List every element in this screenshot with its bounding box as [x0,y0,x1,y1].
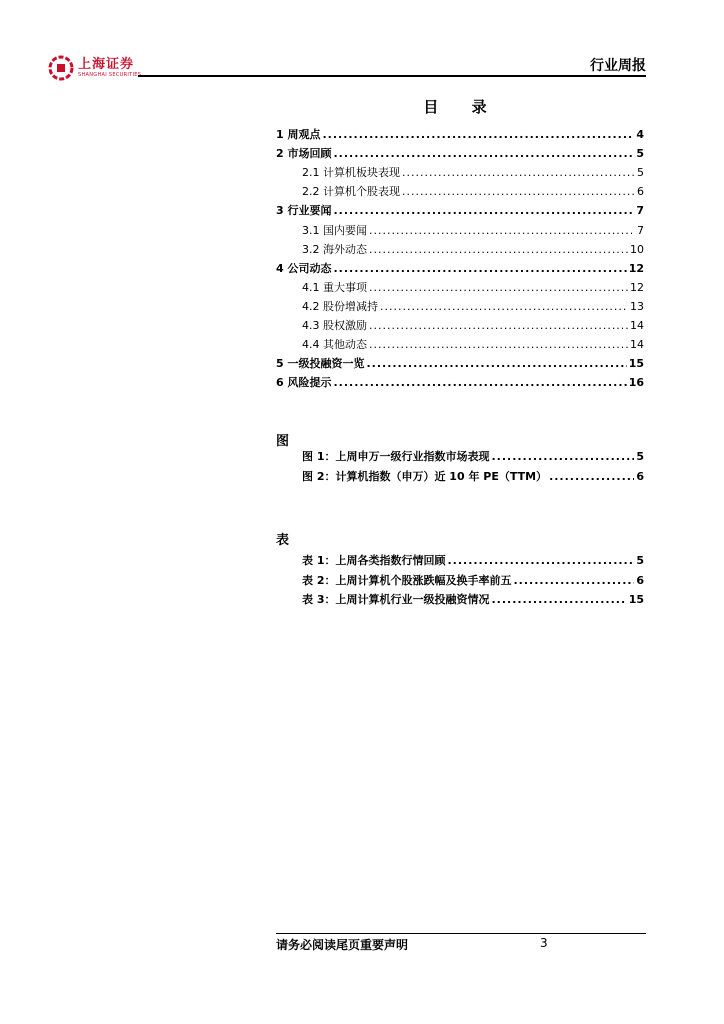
toc-entry-label: 2 市场回顾 [276,147,332,161]
dot-leader [322,126,634,143]
company-logo [48,54,141,82]
toc-entry-page: 7 [636,204,644,218]
toc-entry-page: 5 [637,166,644,180]
table-entry-page: 6 [636,573,644,587]
dot-leader [402,164,635,181]
toc-entry-page: 16 [628,376,644,390]
toc-entry-page: 6 [637,185,644,199]
dot-leader [333,374,626,391]
figure-entry-label: 图 2：计算机指数（申万）近 10 年 PE（TTM） [302,469,548,483]
toc-entry-page: 15 [628,357,644,371]
toc-entry-page: 14 [630,319,644,332]
toc-entry-page: 12 [628,261,644,275]
toc-entry-label: 4.2 股份增减持 [302,299,378,313]
logo-english-name: SHANGHAI SECURITIES [78,72,142,78]
dot-leader [447,552,634,569]
dot-leader [491,448,634,465]
toc-entry-label: 4.3 股权激励 [302,319,367,332]
dot-leader [549,468,634,485]
dot-leader [333,202,634,219]
toc-entry-label: 1 周观点 [276,128,321,141]
dot-leader [491,591,626,608]
logo-chinese-name: 上海证券 [78,57,135,72]
toc-entry-label: 3.2 海外动态 [302,242,367,256]
toc-entry-label: 3.1 国内要闻 [302,223,367,237]
toc-entry-page: 4 [636,128,644,141]
toc-entry[interactable] [276,355,644,372]
tables-section-title: 表 [276,533,290,548]
toc-entry[interactable] [276,374,644,391]
table-entry-label: 表 3：上周计算机行业一级投融资情况 [302,593,490,606]
toc-entry-label: 5 一级投融资一览 [276,357,365,371]
dot-leader [366,355,626,372]
figure-entry-page: 6 [636,469,644,483]
table-entry[interactable] [302,572,644,589]
toc-entry-label: 4.4 其他动态 [302,338,367,352]
table-entry-label: 表 1：上周各类指数行情回顾 [302,554,446,567]
toc-entry-label: 6 风险提示 [276,376,332,390]
table-entry-page: 15 [628,593,644,606]
table-entry-page: 5 [636,554,644,567]
footer-disclaimer: 请务必阅读尾页重要声明 [276,938,409,952]
toc-entry-label: 2.1 计算机板块表现 [302,166,400,180]
toc-entry[interactable] [302,222,644,239]
figure-entry[interactable] [302,468,644,485]
toc-entry[interactable] [302,298,644,315]
toc-entry-page: 10 [630,242,644,256]
toc-entry[interactable] [302,279,644,296]
dot-leader [369,222,635,239]
toc-entry-label: 2.2 计算机个股表现 [302,185,400,199]
toc-entry-page: 13 [630,299,644,313]
figure-entry-label: 图 1：上周申万一级行业指数市场表现 [302,450,490,463]
toc-entry-label: 4 公司动态 [276,261,332,275]
page-number: 3 [540,936,548,950]
toc-entry[interactable] [276,202,644,219]
dot-leader [402,183,635,200]
toc-entry-label: 4.1 重大事项 [302,280,367,294]
toc-entry-page: 5 [636,147,644,161]
logo-mark-icon [48,55,74,81]
toc-entry-page: 7 [637,223,644,237]
dot-leader [369,317,628,334]
dot-leader [380,298,628,315]
toc-title: 目 录 [423,98,501,116]
header-divider [138,75,646,77]
table-entry-label: 表 2：上周计算机个股涨跌幅及换手率前五 [302,573,512,587]
toc-entry-label: 3 行业要闻 [276,204,332,218]
dot-leader [369,336,628,353]
report-type-label: 行业周报 [590,58,646,74]
dot-leader [369,279,628,296]
table-entry[interactable] [302,552,644,569]
toc-entry[interactable] [302,317,644,334]
toc-entry[interactable] [302,241,644,258]
toc-entry[interactable] [302,336,644,353]
figure-entry-page: 5 [636,450,644,463]
toc-entry-page: 14 [630,338,644,352]
toc-entry[interactable] [276,145,644,162]
toc-entry[interactable] [302,164,644,181]
figure-entry[interactable] [302,448,644,465]
dot-leader [333,260,626,277]
dot-leader [513,572,634,589]
footer-divider [276,933,646,934]
dot-leader [333,145,634,162]
toc-entry[interactable] [302,183,644,200]
toc-entry[interactable] [276,126,644,143]
toc-entry[interactable] [276,260,644,277]
dot-leader [369,241,628,258]
figures-section-title: 图 [276,434,290,449]
table-entry[interactable] [302,591,644,608]
toc-entry-page: 12 [630,280,644,294]
